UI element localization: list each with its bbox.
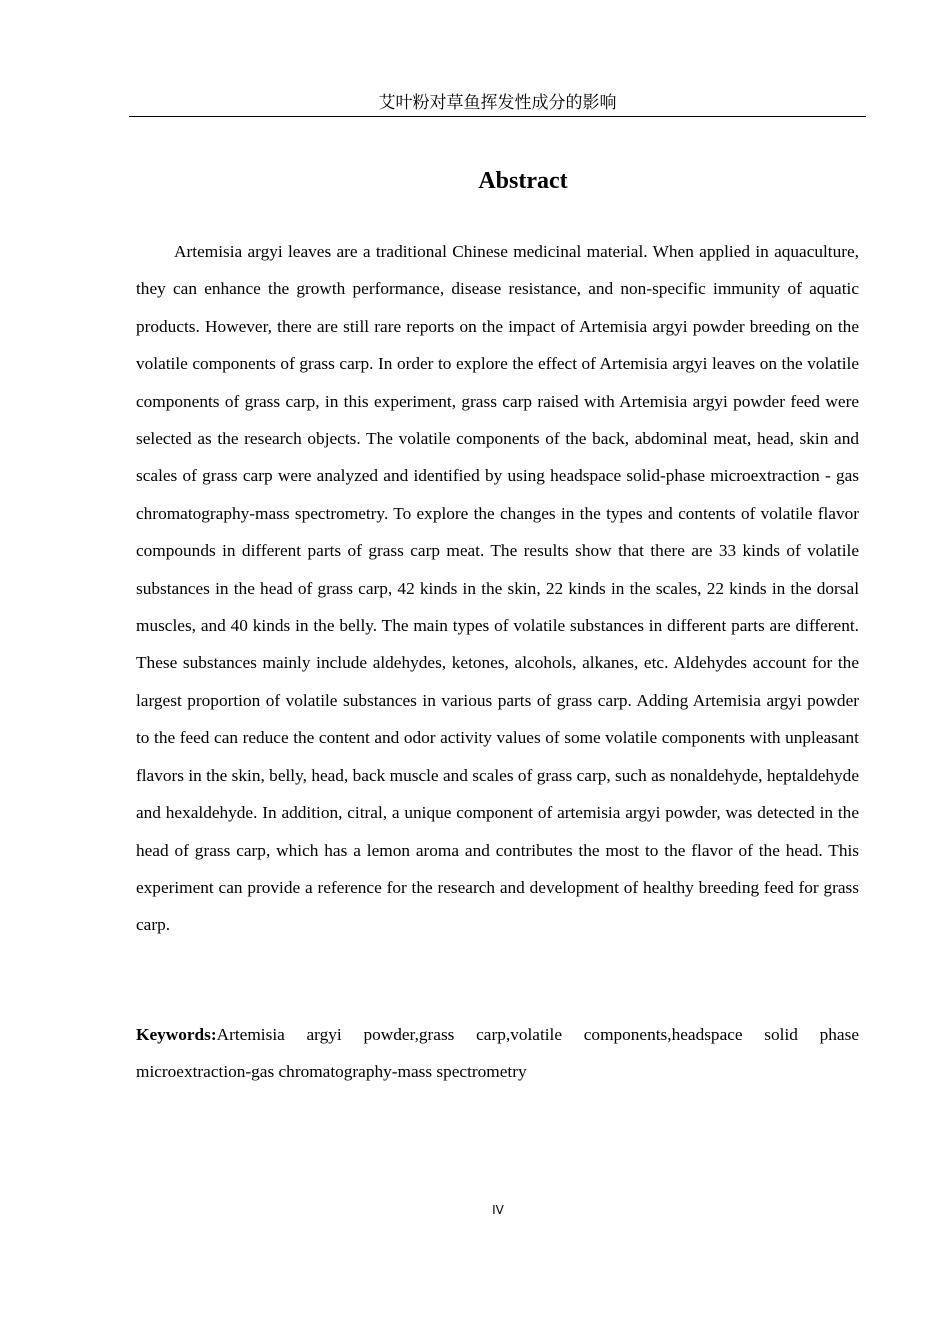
page-number: IV (492, 1203, 504, 1217)
keywords-paragraph (136, 1016, 859, 1091)
keywords-list: Artemisia argyi powder,grass carp,volatile components,headspace solid phase microextraction-gas chromatography-mass spectrometry (136, 1025, 859, 1082)
keywords-label: Keywords: (136, 1025, 217, 1044)
running-header (129, 92, 866, 117)
running-header-title: 艾叶粉对草鱼挥发性成分的影响 (378, 93, 617, 113)
abstract-title: Abstract (478, 168, 568, 194)
abstract-body: Artemisia argyi leaves are a traditional Chinese medicinal material. When applied in aquaculture, they can enhance the growth performance, disease resistance, and non-specific immunity of aquatic products. However, there are still rare reports on the impact of Artemisia argyi powder breeding on the volatile components of grass carp. In order to explore the effect of Artemisia argyi leaves on the volatile components of grass carp, in this experiment, grass carp raised with Artemisia argyi powder feed were selected as the research objects. The volatile components of the back, abdominal meat, head, skin and scales of grass carp were analyzed and identified by using headspace solid-phase microextraction - gas chromatography-mass spectrometry. To explore the changes in the types and contents of volatile flavor compounds in different parts of grass carp meat. The results show that there are 33 kinds of volatile substances in the head of grass carp, 42 kinds in the skin, 22 kinds in the scales, 22 kinds in the dorsal muscles, and 40 kinds in the belly. The main types of volatile substances in different parts are different. These substances mainly include aldehydes, ketones, alcohols, alkanes, etc. Aldehydes account for the largest proportion of volatile substances in various parts of grass carp. Adding Artemisia argyi powder to the feed can reduce the content and odor activity values of some volatile components with unpleasant flavors in the skin, belly, head, back muscle and scales of grass carp, such as nonaldehyde, heptaldehyde and hexaldehyde. In addition, citral, a unique component of artemisia argyi powder, was detected in the head of grass carp, which has a lemon aroma and contributes the most to the flavor of the head. This experiment can provide a reference for the research and development of healthy breeding feed for grass carp. (136, 242, 859, 935)
